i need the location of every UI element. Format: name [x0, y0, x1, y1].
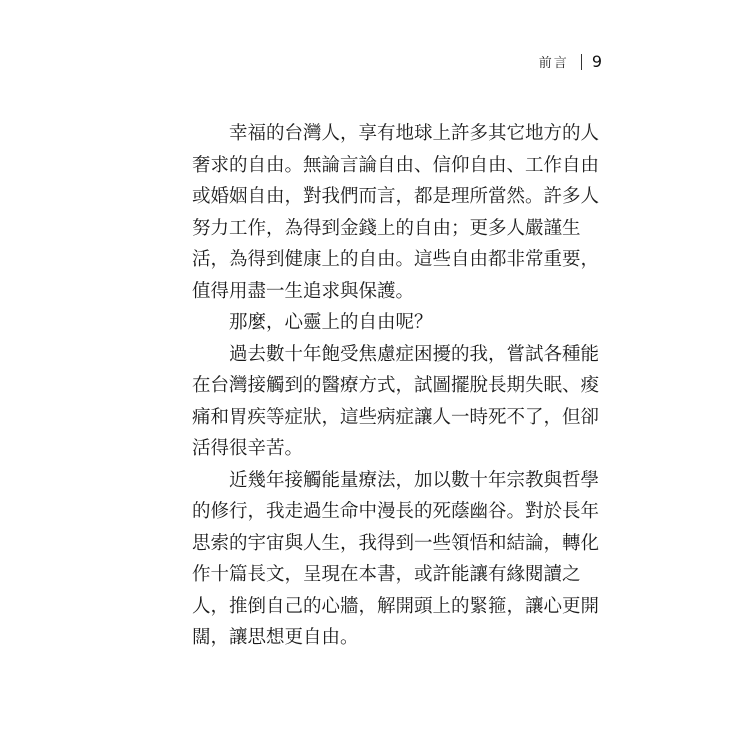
text-line: 努力工作，為得到金錢上的自由；更多人嚴謹生	[192, 217, 581, 239]
page-number: 9	[591, 52, 602, 71]
text-line: 在台灣接觸到的醫療方式，試圖擺脫長期失眠、痠	[192, 375, 600, 396]
paragraph	[192, 465, 600, 654]
paragraph	[192, 118, 600, 307]
paragraph	[192, 339, 600, 465]
text-line: 或婚姻自由，對我們而言，都是理所當然。許多人	[192, 186, 600, 207]
running-header	[539, 52, 602, 71]
text-line: 作十篇長文，呈現在本書，或許能讓有緣閱讀之	[192, 564, 581, 585]
text-line: 活，為得到健康上的自由。這些自由都非常重要，	[192, 249, 600, 270]
text-line: 活得很辛苦。	[192, 438, 304, 459]
text-line: 值得用盡一生追求與保護。	[192, 280, 415, 302]
header-divider	[581, 54, 582, 70]
text-line: 幸福的台灣人，享有地球上許多其它地方的人	[229, 123, 600, 144]
text-line: 痛和胃疾等症狀，這些病症讓人一時死不了，但卻	[192, 406, 600, 428]
section-title: 前言	[538, 56, 569, 71]
text-line: 人，推倒自己的心牆，解開頭上的緊箍，讓心更開	[192, 595, 600, 617]
text-line: 近幾年接觸能量療法，加以數十年宗教與哲學	[229, 469, 600, 491]
text-line: 闊，讓思想更自由。	[192, 627, 359, 648]
text-line: 思索的宇宙與人生，我得到一些領悟和結論，轉化	[192, 532, 600, 554]
text-line: 的修行，我走過生命中漫長的死蔭幽谷。對於長年	[192, 501, 600, 522]
paragraph	[192, 307, 580, 339]
text-line: 那麼，心靈上的自由呢？	[229, 312, 433, 333]
body-text	[192, 118, 600, 654]
text-line: 過去數十年飽受焦慮症困擾的我，嘗試各種能	[229, 343, 600, 365]
text-line: 奢求的自由。無論言論自由、信仰自由、工作自由	[192, 154, 600, 176]
